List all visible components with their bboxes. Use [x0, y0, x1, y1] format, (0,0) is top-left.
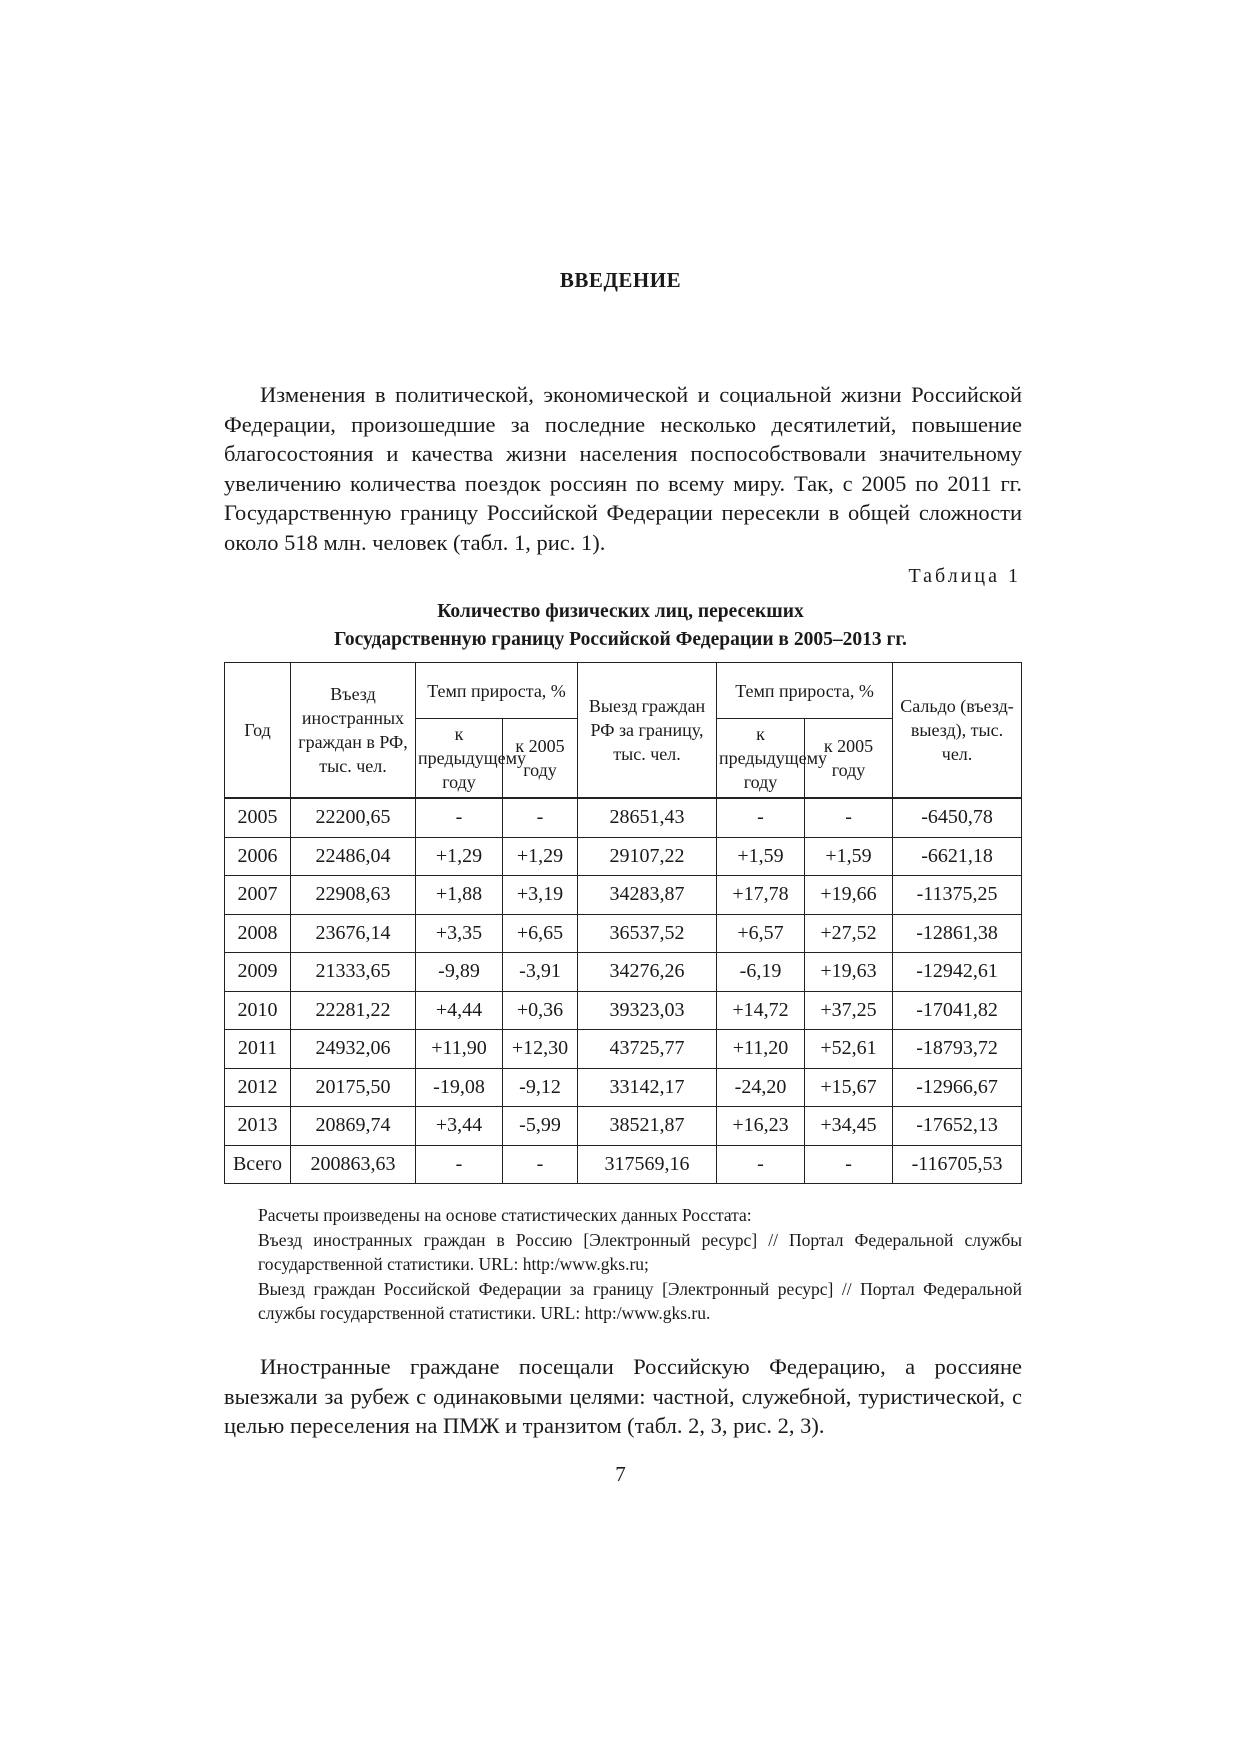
cell-entry-growth-2005: +6,65 [503, 914, 578, 953]
cell-exit-growth-2005: +27,52 [805, 914, 893, 953]
cell-entry: 22486,04 [291, 837, 416, 876]
cell-entry-growth-prev: +4,44 [416, 991, 503, 1030]
header-exit-prev-year: к предыдущему году [717, 719, 805, 799]
cell-entry: 200863,63 [291, 1145, 416, 1184]
header-year: Год [225, 663, 291, 799]
cell-balance: -6450,78 [893, 798, 1022, 837]
cell-entry: 22908,63 [291, 876, 416, 915]
cell-entry: 22281,22 [291, 991, 416, 1030]
cell-year: 2013 [225, 1107, 291, 1146]
intro-paragraph: Изменения в политической, экономической и социальной жизни Российской Федерации, произошедшие за последние несколько десятилетий, повышение благосостояния и качества жизни населения поспособствовали значительному увеличению количества поездок россиян по всему миру. Так, с 2005 по 2011 гг. Государственную границу Российской Федерации пересекли в общей сложности около 518 млн. человек (табл. 1, рис. 1). [224, 382, 1022, 555]
cell-balance: -12942,61 [893, 953, 1022, 992]
cell-exit-growth-2005: +34,45 [805, 1107, 893, 1146]
cell-exit: 33142,17 [578, 1068, 717, 1107]
note-entry-source: Въезд иностранных граждан в Россию [Электронный ресурс] // Портал Федеральной службы государственной статистики. URL: http:/www.gks.ru; [258, 1229, 1022, 1274]
cell-exit: 38521,87 [578, 1107, 717, 1146]
header-entry-to-2005: к 2005 году [503, 719, 578, 799]
table-row [225, 837, 1022, 876]
table-row [225, 914, 1022, 953]
table-row [225, 1145, 1022, 1184]
cell-entry-growth-prev: +1,88 [416, 876, 503, 915]
cell-exit-growth-2005: +52,61 [805, 1030, 893, 1069]
cell-entry-growth-2005: +12,30 [503, 1030, 578, 1069]
cell-entry: 24932,06 [291, 1030, 416, 1069]
note-source-intro: Расчеты произведены на основе статистических данных Росстата: [258, 1205, 752, 1225]
table-row [225, 798, 1022, 837]
cell-entry-growth-prev: +1,29 [416, 837, 503, 876]
cell-exit-growth-2005: - [805, 798, 893, 837]
header-exit-to-2005: к 2005 году [805, 719, 893, 799]
cell-balance: -17041,82 [893, 991, 1022, 1030]
cell-year: 2011 [225, 1030, 291, 1069]
header-growth-exit: Темп прироста, % [717, 663, 893, 719]
cell-exit-growth-prev: +11,20 [717, 1030, 805, 1069]
cell-year: 2009 [225, 953, 291, 992]
cell-entry: 20869,74 [291, 1107, 416, 1146]
cell-exit-growth-prev: +16,23 [717, 1107, 805, 1146]
cell-entry-growth-2005: +3,19 [503, 876, 578, 915]
cell-exit-growth-prev: +1,59 [717, 837, 805, 876]
cell-balance: -18793,72 [893, 1030, 1022, 1069]
cell-entry-growth-prev: - [416, 798, 503, 837]
cell-exit-growth-2005: +1,59 [805, 837, 893, 876]
purposes-paragraph: Иностранные граждане посещали Российскую Федерацию, а россияне выезжали за рубеж с одинаковыми целями: частной, служебной, туристической, с целью переселения на ПМЖ и транзитом (табл. 2, 3, рис. 2, 3). [224, 1354, 1022, 1438]
cell-exit: 34283,87 [578, 876, 717, 915]
cell-entry: 22200,65 [291, 798, 416, 837]
cell-exit-growth-2005: +37,25 [805, 991, 893, 1030]
cell-balance: -12966,67 [893, 1068, 1022, 1107]
cell-exit-growth-2005: - [805, 1145, 893, 1184]
cell-balance: -12861,38 [893, 914, 1022, 953]
cell-year: 2008 [225, 914, 291, 953]
cell-exit: 317569,16 [578, 1145, 717, 1184]
table-notes [258, 1203, 1022, 1326]
table-label: Таблица 1 [908, 565, 1021, 587]
cell-exit: 28651,43 [578, 798, 717, 837]
cell-exit-growth-prev: - [717, 1145, 805, 1184]
cell-entry-growth-2005: +1,29 [503, 837, 578, 876]
table-row [225, 953, 1022, 992]
cell-entry-growth-prev: +11,90 [416, 1030, 503, 1069]
cell-entry: 20175,50 [291, 1068, 416, 1107]
cell-entry-growth-prev: -19,08 [416, 1068, 503, 1107]
header-entry: Въезд иностранных граждан в РФ, тыс. чел. [291, 663, 416, 799]
table-title-line-2: Государственную границу Российской Федерации в 2005–2013 гг. [334, 629, 907, 650]
cell-entry-growth-prev: - [416, 1145, 503, 1184]
cell-year: 2005 [225, 798, 291, 837]
cell-balance: -17652,13 [893, 1107, 1022, 1146]
table-body [225, 798, 1022, 1184]
cell-entry-growth-2005: -3,91 [503, 953, 578, 992]
cell-year: 2007 [225, 876, 291, 915]
cell-year: 2010 [225, 991, 291, 1030]
cell-exit-growth-2005: +15,67 [805, 1068, 893, 1107]
cell-entry-growth-2005: -5,99 [503, 1107, 578, 1146]
table-row [225, 876, 1022, 915]
cell-entry-growth-2005: -9,12 [503, 1068, 578, 1107]
cell-year: 2012 [225, 1068, 291, 1107]
cell-balance: -11375,25 [893, 876, 1022, 915]
cell-exit: 34276,26 [578, 953, 717, 992]
cell-entry-growth-prev: -9,89 [416, 953, 503, 992]
cell-year: Всего [225, 1145, 291, 1184]
cell-exit-growth-prev: +14,72 [717, 991, 805, 1030]
cell-exit-growth-prev: - [717, 798, 805, 837]
cell-entry: 21333,65 [291, 953, 416, 992]
cell-exit: 43725,77 [578, 1030, 717, 1069]
table-row [225, 1030, 1022, 1069]
cell-entry: 23676,14 [291, 914, 416, 953]
table-title [0, 598, 1241, 654]
cell-entry-growth-prev: +3,44 [416, 1107, 503, 1146]
header-exit: Выезд граждан РФ за границу, тыс. чел. [578, 663, 717, 799]
cell-exit-growth-2005: +19,63 [805, 953, 893, 992]
cell-entry-growth-prev: +3,35 [416, 914, 503, 953]
border-crossings-table [224, 662, 1022, 1184]
table-row [225, 1107, 1022, 1146]
header-entry-prev-year: к предыдущему году [416, 719, 503, 799]
cell-exit-growth-prev: -6,19 [717, 953, 805, 992]
cell-balance: -6621,18 [893, 837, 1022, 876]
cell-exit-growth-prev: +17,78 [717, 876, 805, 915]
cell-entry-growth-2005: - [503, 1145, 578, 1184]
cell-exit: 29107,22 [578, 837, 717, 876]
cell-exit-growth-2005: +19,66 [805, 876, 893, 915]
table-row [225, 1068, 1022, 1107]
cell-exit: 39323,03 [578, 991, 717, 1030]
table-title-line-1: Количество физических лиц, пересекших [437, 601, 804, 622]
section-heading: ВВЕДЕНИЕ [559, 268, 682, 292]
cell-exit: 36537,52 [578, 914, 717, 953]
header-balance: Сальдо (въезд-выезд), тыс. чел. [893, 663, 1022, 799]
header-growth-entry: Темп прироста, % [416, 663, 578, 719]
page-number: 7 [615, 1462, 626, 1486]
cell-exit-growth-prev: +6,57 [717, 914, 805, 953]
cell-year: 2006 [225, 837, 291, 876]
cell-entry-growth-2005: +0,36 [503, 991, 578, 1030]
cell-entry-growth-2005: - [503, 798, 578, 837]
cell-exit-growth-prev: -24,20 [717, 1068, 805, 1107]
cell-balance: -116705,53 [893, 1145, 1022, 1184]
table-row [225, 991, 1022, 1030]
note-exit-source: Выезд граждан Российской Федерации за границу [Электронный ресурс] // Портал Федеральной службы государственной статистики. URL: http:/www.gks.ru. [258, 1278, 1022, 1323]
